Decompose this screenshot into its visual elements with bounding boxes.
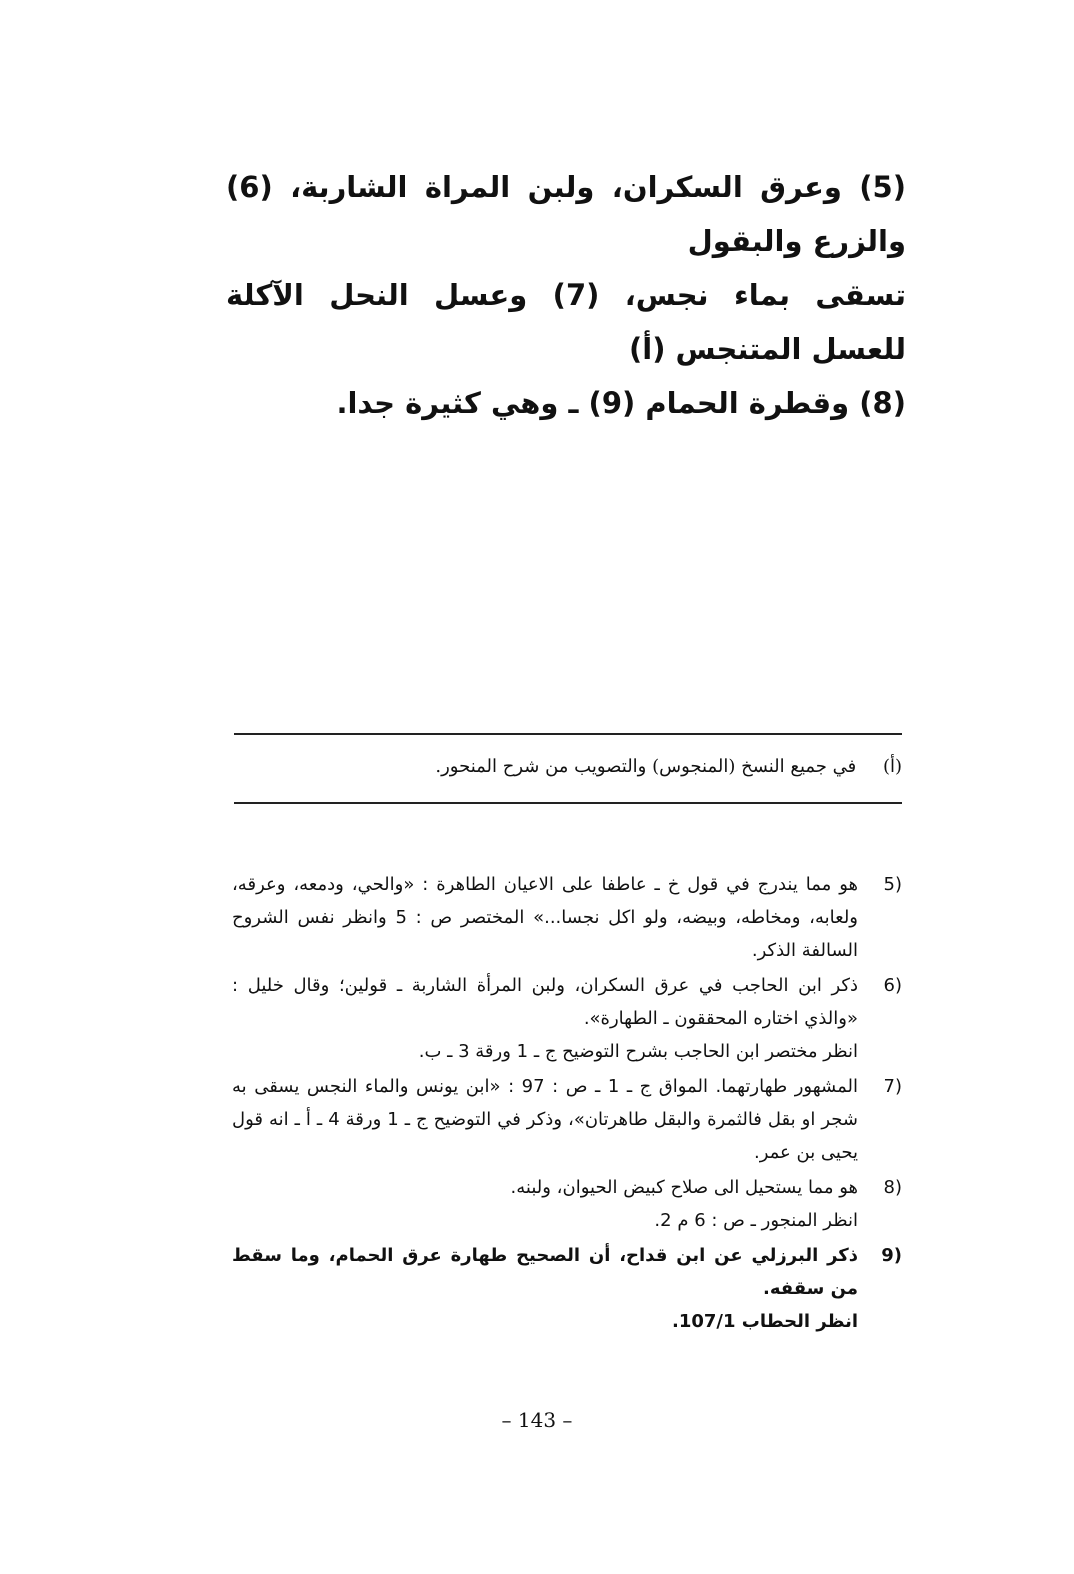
footnote-number: (5 (883, 874, 902, 895)
footnote-line: المشهور طهارتهما. المواق ج ـ 1 ـ ص : 97 : «ابن يونس والماء النجس يسقى به شجر او بقل فالثمرة والبقل طاهرتان»، وذكر في التوضيح ج ـ 1 ورقة 4 ـ أ ـ انه قول يحيى بن عمر. (232, 1076, 858, 1163)
footnote-divider-bottom (234, 802, 902, 804)
footnote-line: هو مما يستحيل الى صلاح كبيض الحيوان، ولبنه. (510, 1177, 858, 1198)
footnote-line: ذكر ابن الحاجب في عرق السكران، ولبن المرأة الشاربة ـ قولين؛ وقال خليل : «والذي اختاره المحققون ـ الطهارة». (232, 975, 858, 1029)
footnote-7 (232, 1070, 902, 1169)
footnote-line: انظر الحطاب 107/1. (672, 1311, 858, 1332)
main-text-line: تسقى بماء نجس، (7) وعسل النحل الآكلة للعسل المتنجس (أ) (226, 278, 906, 366)
footnote-number: (9 (881, 1245, 902, 1266)
footnote-number: (8 (883, 1177, 902, 1198)
variant-note (234, 752, 902, 782)
footnote-8 (232, 1171, 902, 1237)
main-text-line: (5) وعرق السكران، ولبن المراة الشاربة، (6) والزرع والبقول (226, 170, 906, 258)
footnote-line: انظر مختصر ابن الحاجب بشرح التوضيح ج ـ 1 ورقة 3 ـ ب. (418, 1041, 858, 1062)
footnote-5 (232, 868, 902, 967)
main-text-line: (8) وقطرة الحمام (9) ـ وهي كثيرة جدا. (336, 386, 906, 420)
footnote-6 (232, 969, 902, 1068)
footnote-divider-top (234, 733, 902, 735)
footnote-number: (7 (883, 1076, 902, 1097)
page-number: – 143 – (501, 1408, 573, 1432)
footnotes-list (232, 868, 902, 1340)
footnote-number: (6 (883, 975, 902, 996)
main-body-text (226, 160, 906, 430)
footnote-9 (232, 1239, 902, 1338)
variant-note-text: في جميع النسخ (المنجوس) والتصويب من شرح المنحور. (435, 756, 857, 777)
variant-note-marker: (أ) (882, 756, 902, 777)
footnote-line: هو مما يندرج في قول خ ـ عاطفا على الاعيان الطاهرة : «والحي، ودمعه، وعرقه، ولعابه، ومخاطه، وبيضه، ولو اكل نجسا...» المختصر ص : 5 وانظر نفس الشروح السالفة الذكر. (232, 874, 858, 961)
footnote-line: انظر المنجور ـ ص : 6 م 2. (654, 1210, 858, 1231)
footnote-line: ذكر البرزلي عن ابن قداح، أن الصحيح طهارة عرق الحمام، وما سقط من سقفه. (232, 1245, 858, 1299)
